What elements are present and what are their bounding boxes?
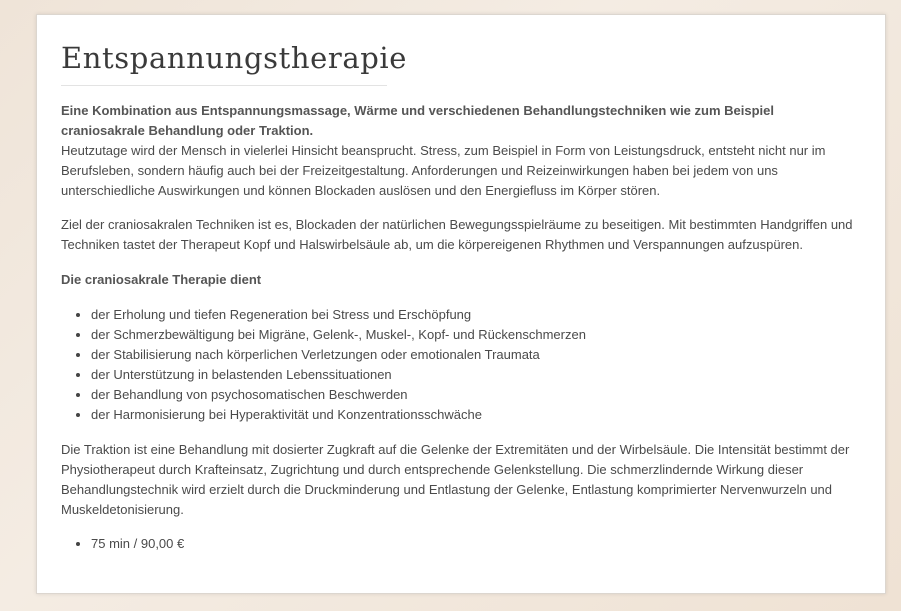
price-item: • 75 min / 90,00 € (91, 534, 861, 554)
list-item: • der Stabilisierung nach körperlichen Verletzungen oder emotionalen Traumata (91, 345, 861, 365)
title-divider (61, 85, 387, 86)
list-item: • der Erholung und tiefen Regeneration bei Stress und Erschöpfung (91, 305, 861, 325)
benefits-heading: Die craniosakrale Therapie dient (61, 272, 262, 287)
article-body (61, 101, 861, 554)
benefits-list (61, 305, 861, 425)
content-card (36, 14, 886, 594)
list-item: • der Schmerzbewältigung bei Migräne, Gelenk-, Muskel-, Kopf- und Rückenschmerzen (91, 325, 861, 345)
list-item: • der Unterstützung in belastenden Lebenssituationen (91, 365, 861, 385)
price-list (61, 534, 861, 554)
intro-paragraph: Heutzutage wird der Mensch in vielerlei Hinsicht beansprucht. Stress, zum Beispiel in Form von Leistungsdruck, entsteht nicht nur im Berufsleben, sondern häufig auch bei der Freizeitgestaltung. Anforderungen und Reizeinwirkungen haben bei jedem von uns unterschiedliche Auswirkungen und können Blockaden auslösen und den Energiefluss im Körper stören. (61, 143, 826, 198)
traction-paragraph: Die Traktion ist eine Behandlung mit dosierter Zugkraft auf die Gelenke der Extremitäten und der Wirbelsäule. Die Intensität bestimmt der Physiotherapeut durch Krafteinsatz, Zugrichtung und durch entsprechende Gelenkstellung. Die schmerzlindernde Wirkung dieser Behandlungstechnik wird erzielt durch die Druckminderung und Entlastung der Gelenke, Entlastung komprimierter Nervenwurzeln und Muskeldetonisierung. (61, 442, 850, 517)
lead-text: Eine Kombination aus Entspannungsmassage, Wärme und verschiedenen Behandlungstechniken wie zum Beispiel craniosakrale Behandlung oder Traktion. (61, 103, 774, 138)
goal-paragraph: Ziel der craniosakralen Techniken ist es, Blockaden der natürlichen Bewegungsspielräume zu beseitigen. Mit bestimmten Handgriffen und Techniken tastet der Therapeut Kopf und Halswirbelsäule ab, um die körpereigenen Rhythmen und Verspannungen aufzuspüren. (61, 217, 853, 252)
page-title: Entspannungstherapie (61, 41, 408, 75)
list-item: • der Harmonisierung bei Hyperaktivität und Konzentrationsschwäche (91, 405, 861, 425)
list-item: • der Behandlung von psychosomatischen Beschwerden (91, 385, 861, 405)
